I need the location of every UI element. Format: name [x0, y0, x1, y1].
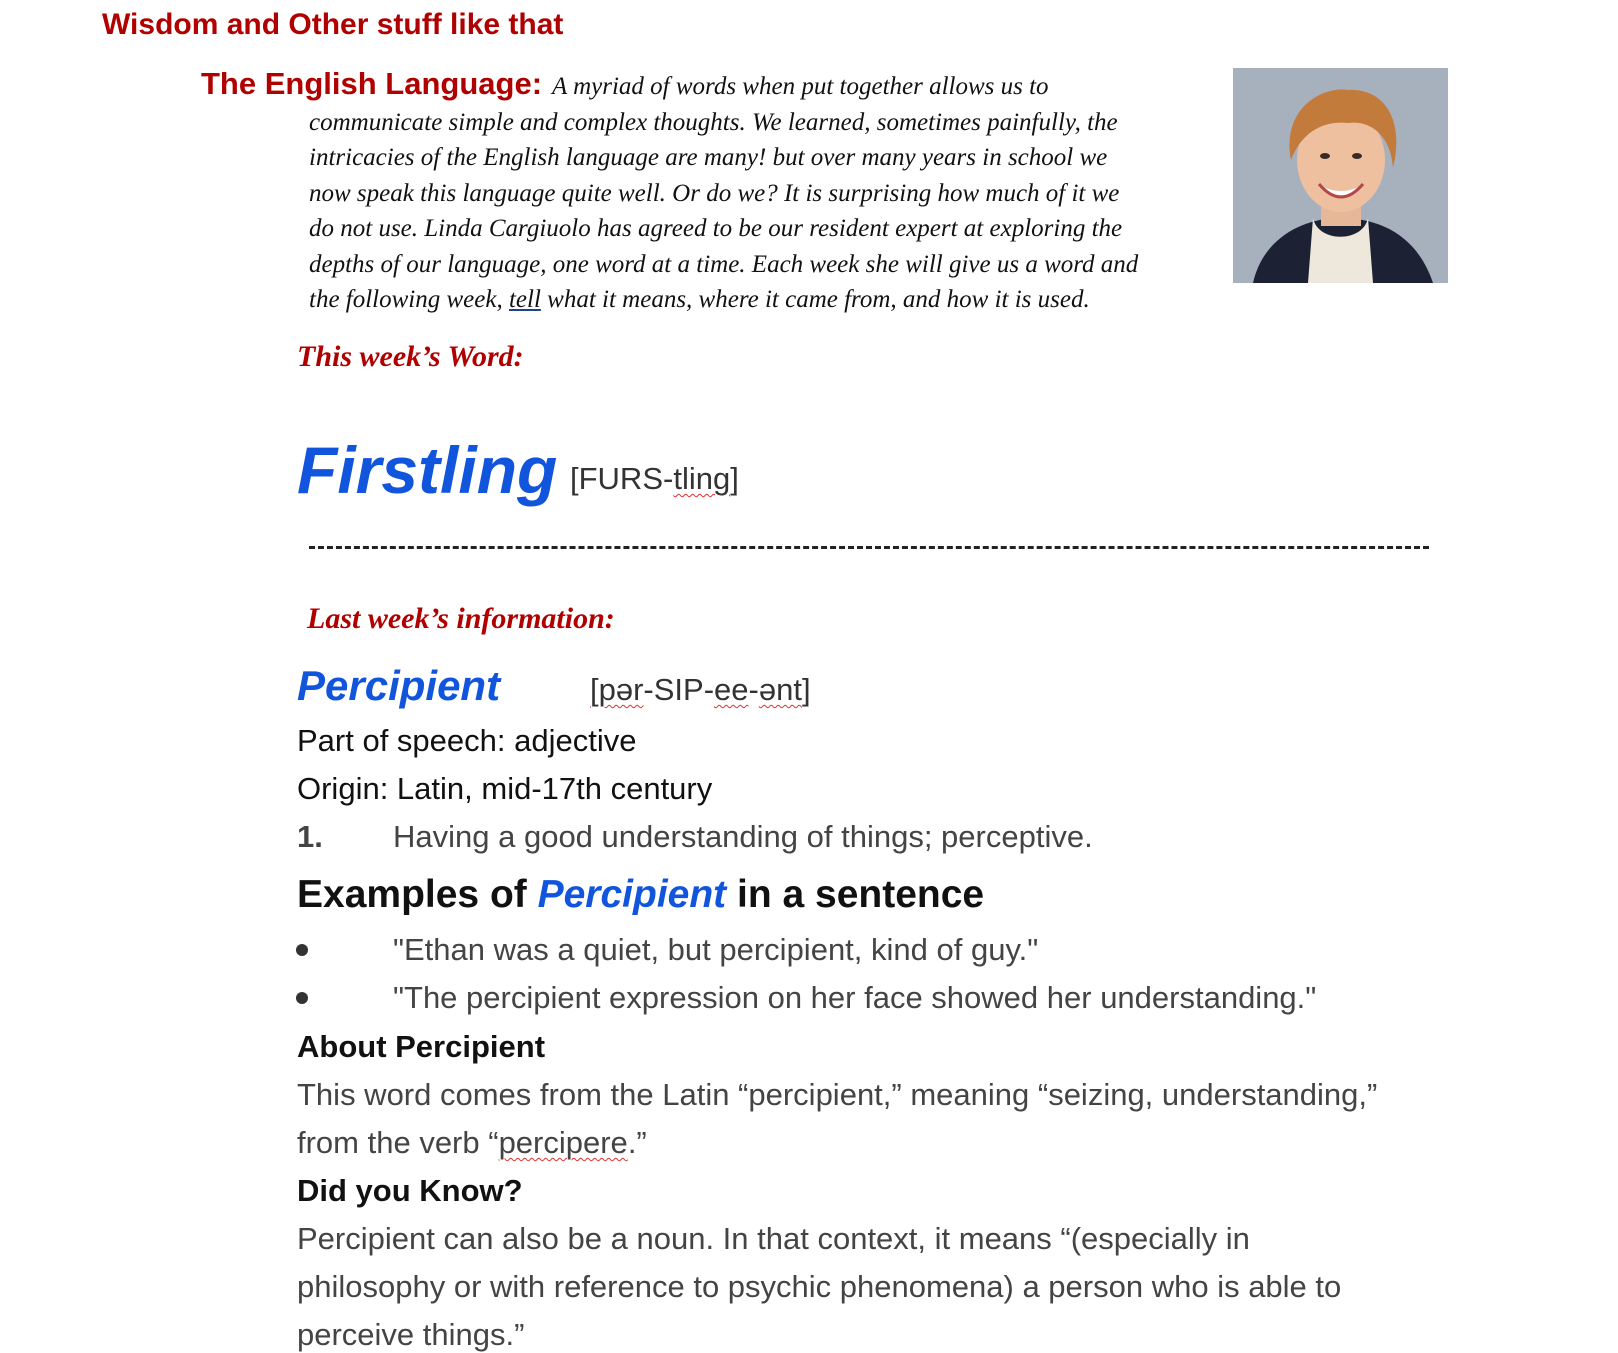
intro-line-4: now speak this language quite well. Or do we? It is surprising how much of it we — [309, 179, 1120, 207]
did-you-know-line-1: Percipient can also be a noun. In that context, it means “(especially in — [297, 1221, 1250, 1256]
pron-part-spellcheck: ənt — [758, 672, 802, 707]
about-word-spellcheck: percipere — [498, 1125, 628, 1160]
intro-line-6: depths of our language, one word at a time. Each week she will give us a word and — [309, 250, 1139, 278]
this-week-word: Firstling — [297, 433, 558, 507]
examples-heading-post: in a sentence — [726, 873, 985, 916]
example-item: "Ethan was a quiet, but percipient, kind of guy." — [393, 932, 1039, 967]
about-line-2 — [297, 1125, 647, 1161]
pron-part: ] — [730, 461, 739, 496]
intro-line-2: communicate simple and complex thoughts. We learned, sometimes painfully, the — [309, 108, 1118, 136]
intro-text-7a: the following week, — [309, 286, 509, 313]
bullet-icon — [296, 944, 308, 956]
page-title: Wisdom and Other stuff like that — [102, 8, 564, 41]
portrait-image — [1233, 68, 1448, 283]
pron-part: -SIP- — [643, 672, 715, 707]
last-week-label: Last week’s information: — [307, 602, 615, 635]
pron-part: ] — [801, 672, 811, 707]
intro-paragraph — [201, 66, 1206, 318]
tell-link[interactable]: tell — [508, 286, 541, 313]
about-text: from the verb “ — [297, 1125, 499, 1160]
this-week-label: This week’s Word: — [297, 340, 524, 373]
last-week-pronunciation — [590, 672, 811, 708]
pron-part-spellcheck: ee — [714, 672, 749, 707]
did-you-know-line-2: philosophy or with reference to psychic phenomena) a person who is able to — [297, 1269, 1342, 1304]
part-of-speech: Part of speech: adjective — [297, 723, 637, 758]
about-line-1: This word comes from the Latin “percipient,” meaning “seizing, understanding,” — [297, 1077, 1378, 1112]
intro-line-5: do not use. Linda Cargiuolo has agreed to be our resident expert at exploring the — [309, 215, 1123, 242]
examples-heading-word: Percipient — [537, 873, 727, 916]
pron-part: - — [748, 672, 759, 707]
examples-heading-pre: Examples of — [297, 873, 538, 916]
author-photo — [1233, 68, 1448, 283]
definition-number: 1. — [297, 819, 323, 854]
intro-text-1: A myriad of words when put together allows us to — [552, 73, 1049, 100]
intro-line-3: intricacies of the English language are many! but over many years in school we — [309, 144, 1108, 171]
examples-heading — [297, 873, 984, 917]
example-item: "The percipient expression on her face showed her understanding." — [393, 980, 1317, 1015]
pron-part-spellcheck: tling — [673, 461, 731, 496]
origin: Origin: Latin, mid-17th century — [297, 771, 713, 806]
about-heading: About Percipient — [297, 1029, 546, 1064]
last-week-word: Percipient — [297, 662, 501, 709]
did-you-know-line-3: perceive things.” — [297, 1317, 525, 1352]
definition-text: Having a good understanding of things; perceptive. — [393, 819, 1093, 854]
pron-part: [FURS- — [570, 461, 674, 496]
about-text: .” — [627, 1125, 647, 1160]
pron-part-spellcheck: [pər — [590, 672, 644, 707]
intro-line-7 — [201, 282, 1206, 318]
intro-text-7b: what it means, where it came from, and how it is used. — [540, 286, 1090, 313]
this-week-pronunciation — [570, 461, 739, 497]
did-you-know-heading: Did you Know? — [297, 1173, 523, 1208]
bullet-icon — [296, 992, 308, 1004]
section-divider — [309, 546, 1429, 549]
intro-line-1 — [201, 66, 1206, 105]
intro-lead: The English Language: — [201, 66, 543, 101]
